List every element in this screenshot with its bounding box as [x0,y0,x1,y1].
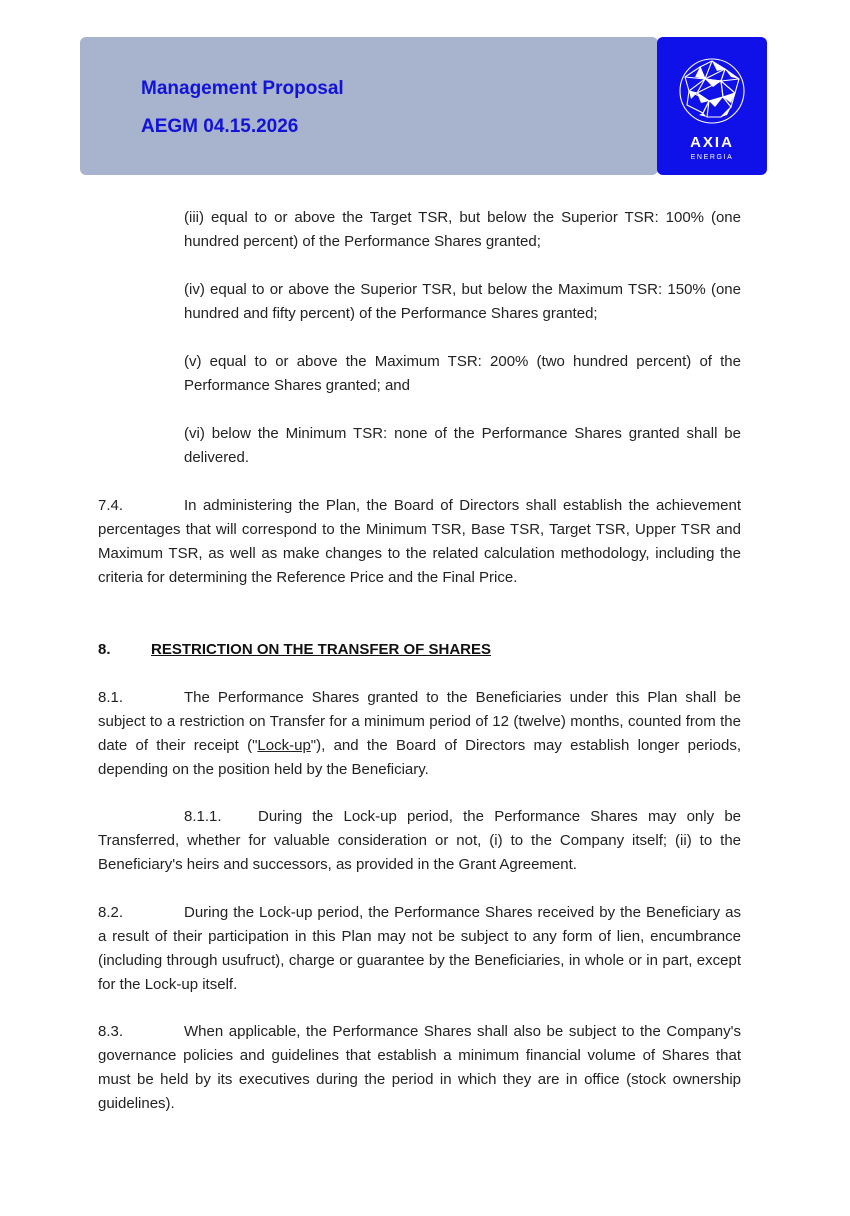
section-8-1-1 [98,805,741,877]
logo-wordmark: AXIA [690,134,734,151]
section-text: The Performance Shares granted to the Beneficiaries under this Plan shall be subject to a restriction on Transfer for a minimum period of 12 (twelve) months, counted from the date of their receipt (" [98,689,741,754]
item-v: (v) equal to or above the Maximum TSR: 200% (two hundred percent) of the Performance Shares granted; and [184,353,741,394]
item-iv: (iv) equal to or above the Superior TSR, but below the Maximum TSR: 150% (one hundred and fifty percent) of the Performance Shares granted; [184,281,741,322]
document-title: Management Proposal [141,78,344,99]
section-number: 8.2. [98,904,124,921]
section-number: 8.1. [98,689,124,706]
section-text: During the Lock-up period, the Performance Shares received by the Beneficiary as a result of their participation in this Plan may not be subject to any form of lien, encumbrance (including through usufruct), charge or guarantee by the Beneficiaries, in whole or in part, except for the Lock-up itself. [98,904,741,993]
item-vi: (vi) below the Minimum TSR: none of the Performance Shares granted shall be delivered. [184,425,741,466]
section-text: In administering the Plan, the Board of Directors shall establish the achievement percentages that will correspond to the Minimum TSR, Base TSR, Target TSR, Upper TSR and Maximum TSR, as well as make changes to the related calculation methodology, including the criteria for determining the Reference Price and the Final Price. [98,497,741,586]
company-logo [657,37,767,175]
section-text-continued: "), and the Board of Directors may establish longer periods, depending on the position held by the Beneficiary. [98,737,741,778]
globe-icon [677,55,747,127]
section-number: 8.1.1. [184,808,222,825]
section-8-3 [98,1020,741,1116]
section-number: 8.3. [98,1023,124,1040]
section-7-4 [98,494,741,590]
section-8-1 [98,686,741,782]
section-number: 7.4. [98,497,124,514]
section-8-2 [98,901,741,997]
section-text: When applicable, the Performance Shares shall also be subject to the Company's governance policies and guidelines that establish a minimum financial volume of Shares that must be held by its executives during the period in which they are in office (stock ownership guidelines). [98,1023,741,1112]
header-banner [80,37,658,175]
section-text: During the Lock-up period, the Performance Shares may only be Transferred, whether for valuable consideration or not, (i) to the Company itself; (ii) to the Beneficiary's heirs and successors, as provided in the Grant Agreement. [98,808,741,873]
section-number: 8. [98,641,111,658]
logo-tagline: ENERGIA [690,154,734,161]
section-8-heading [98,638,491,662]
item-iii: (iii) equal to or above the Target TSR, but below the Superior TSR: 100% (one hundred percent) of the Performance Shares granted; [184,209,741,250]
defined-term-lockup: Lock-up [257,737,311,754]
section-title: RESTRICTION ON THE TRANSFER OF SHARES [151,641,492,658]
meeting-date-title: AEGM 04.15.2026 [141,116,299,137]
